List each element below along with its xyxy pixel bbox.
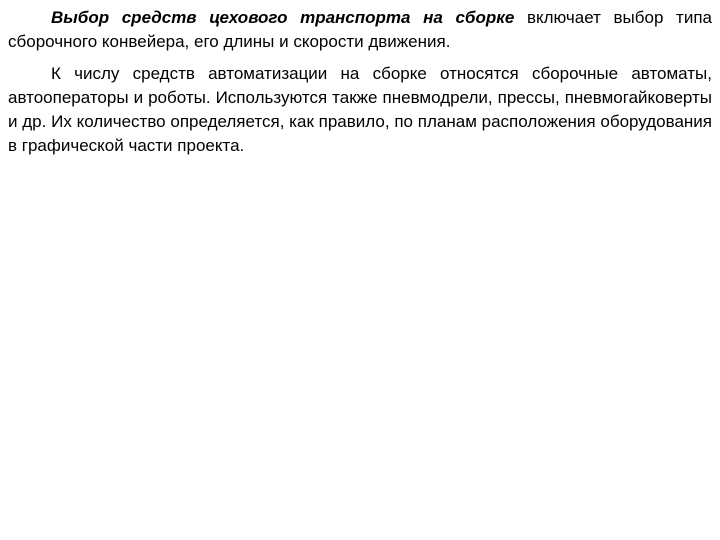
paragraph-transport-selection [8, 6, 712, 54]
slide-text-body [8, 6, 712, 158]
paragraph-body-text: включает выбор типа сборочного конвейера, его длины и скорости движения. [8, 8, 712, 51]
paragraph-body-text: К числу средств автоматизации на сборке относятся сборочные автоматы, автооператоры и роботы. Используются также пневмодрели, прессы, пневмогайковерты и др. Их количество определяется, как правило, по планам расположения оборудования в графической части проекта. [8, 64, 712, 155]
paragraph-automation-means [8, 62, 712, 158]
paragraph-lead-term: Выбор средств цехового транспорта на сборке [51, 8, 515, 27]
